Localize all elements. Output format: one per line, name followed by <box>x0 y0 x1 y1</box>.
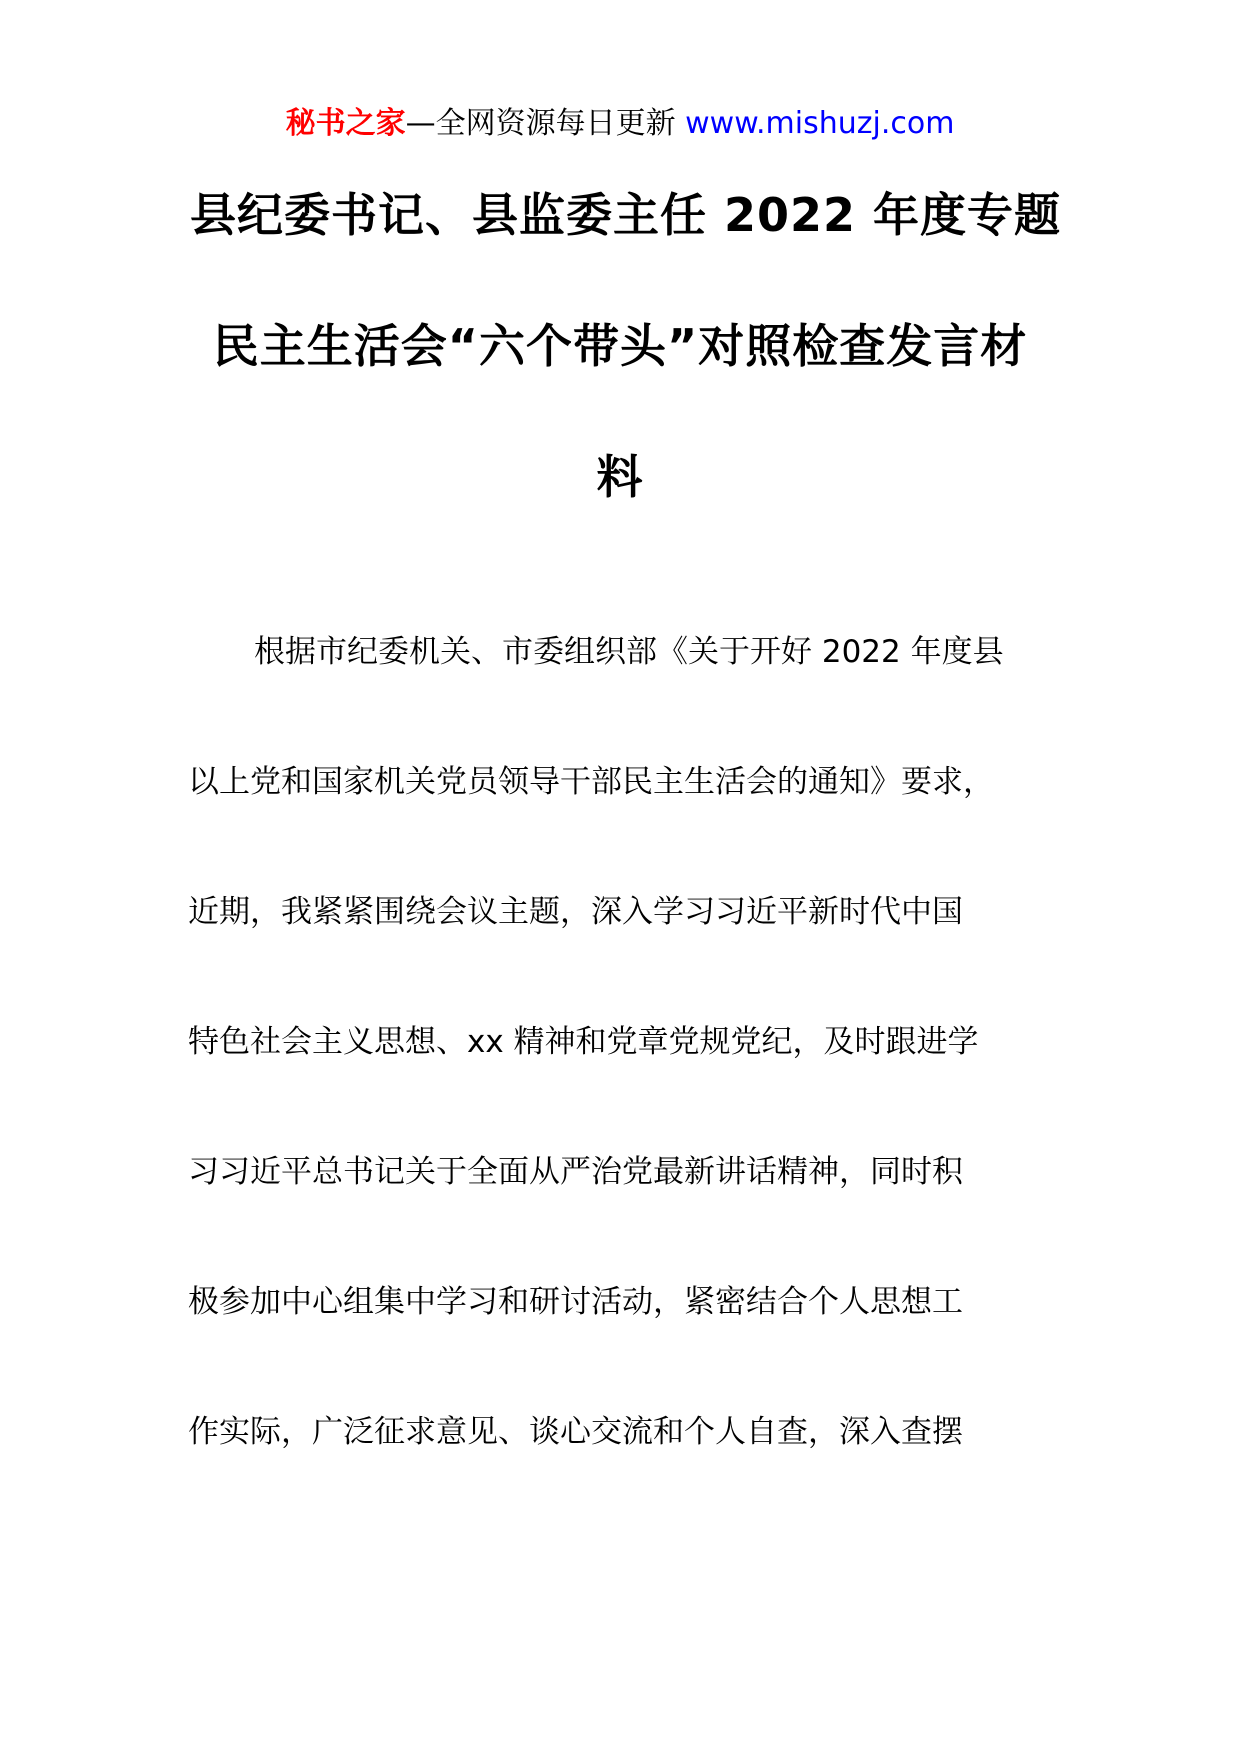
title-line-1: 县纪委书记、县监委主任 2022 年度专题 <box>190 188 1062 242</box>
body-line-3: 近期，我紧紧围绕会议主题，深入学习习近平新时代中国 <box>188 894 963 930</box>
site-brand-name: 秘书之家 <box>285 106 406 141</box>
title-line-2: 民主生活会“六个带头”对照检查发言材 <box>212 319 1028 373</box>
body-line-6: 极参加中心组集中学习和研讨活动，紧密结合个人思想工 <box>188 1284 963 1320</box>
body-line-1: 根据市纪委机关、市委组织部《关于开好 2022 年度县 <box>254 634 1004 670</box>
body-line-4: 特色社会主义思想、xx 精神和党章党规党纪，及时跟进学 <box>188 1024 979 1060</box>
document-body-paragraph <box>188 587 1058 1497</box>
title-line-3: 料 <box>596 450 644 504</box>
site-tagline: —全网资源每日更新 <box>405 106 676 141</box>
site-url-link[interactable]: www.mishuzj.com <box>685 106 955 141</box>
body-line-7: 作实际，广泛征求意见、谈心交流和个人自查，深入查摆 <box>188 1414 963 1450</box>
body-line-2: 以上党和国家机关党员领导干部民主生活会的通知》要求， <box>188 764 994 800</box>
document-title <box>190 150 1062 543</box>
site-header-banner <box>0 104 1240 144</box>
body-line-5: 习习近平总书记关于全面从严治党最新讲话精神，同时积 <box>188 1154 963 1190</box>
